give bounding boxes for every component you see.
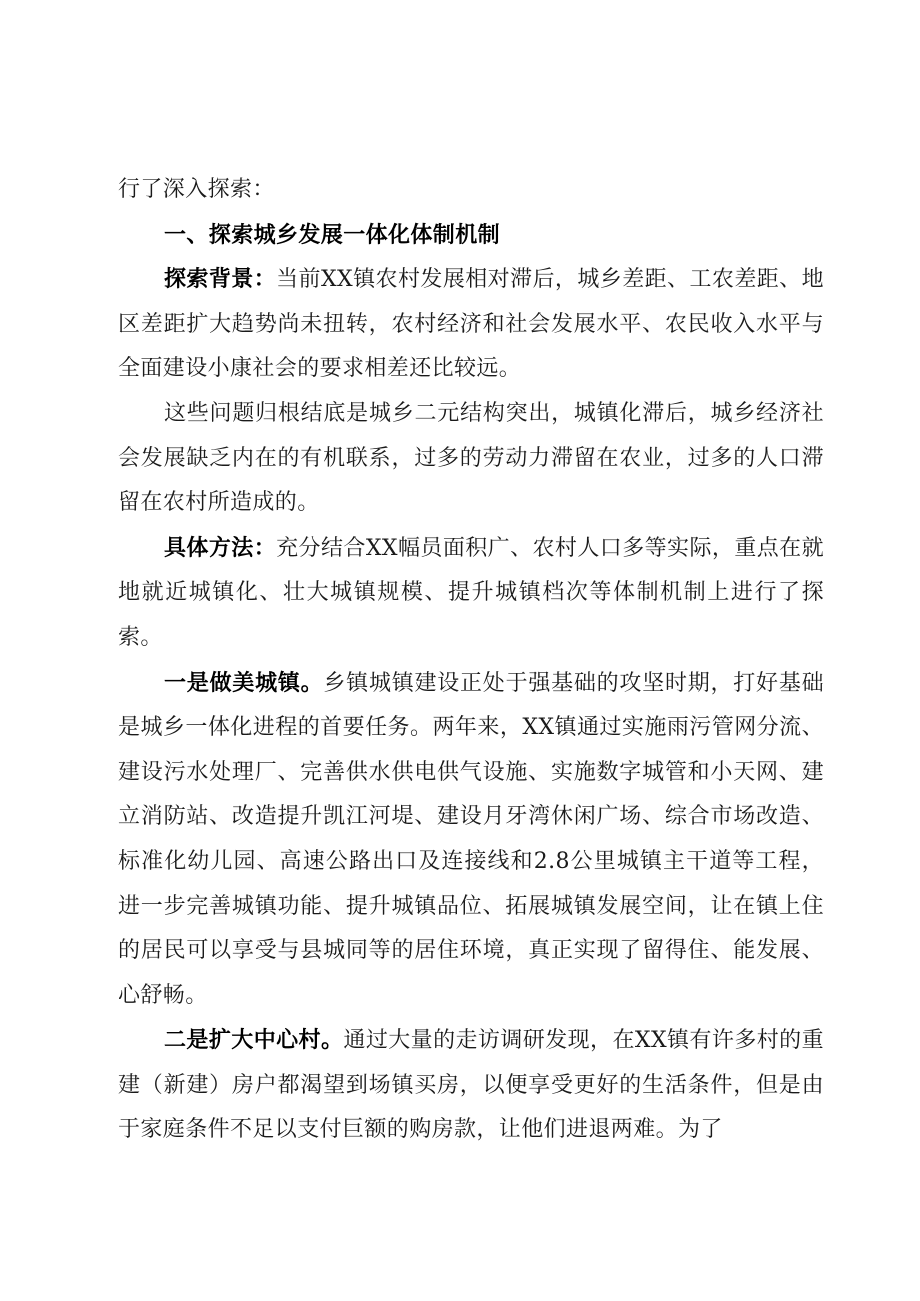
paragraph-method xyxy=(118,526,824,661)
paragraph-central-village xyxy=(118,1018,824,1153)
paragraph-label: 具体方法： xyxy=(164,534,277,561)
document-body xyxy=(118,168,824,1153)
paragraph-continuation: 行了深入探索： xyxy=(118,177,275,202)
paragraph-text: 充分结合XX幅员面积广、农村人口多等实际，重点在就地就近城镇化、壮大城镇规模、提升城镇档次等体制机制上进行了探索。 xyxy=(118,535,824,650)
paragraph-text: 乡镇城镇建设正处于强基础的攻坚时期，打好基础是城乡一体化进程的首要任务。两年来，XX镇通过实施雨污管网分流、建设污水处理厂、完善供水供电供气设施、实施数字城管和小天网、建立消防站、改造提升凯江河堤、建设月牙湾休闲广场、综合市场改造、标准化幼儿园、高速公路出口及连接线和2.8公里城镇主干道等工程，进一步完善城镇功能、提升城镇品位、拓展城镇发展空间，让在镇上住的居民可以享受与县城同等的居住环境，真正实现了留得住、能发展、心舒畅。 xyxy=(118,670,824,1008)
paragraph-text: 当前XX镇农村发展相对滞后，城乡差距、工农差距、地区差距扩大趋势尚未扭转，农村经济和社会发展水平、农民收入水平与全面建设小康社会的要求相差还比较远。 xyxy=(118,267,824,382)
paragraph-label: 探索背景： xyxy=(164,266,277,293)
paragraph-town-beautify xyxy=(118,661,824,1019)
paragraph-text: 通过大量的走访调研发现，在XX镇有许多村的重建（新建）房户都渴望到场镇买房，以便享受更好的生活条件，但是由于家庭条件不足以支付巨额的购房款，让他们进退两难。为了 xyxy=(118,1028,824,1143)
section-heading: 一、探索城乡发展一体化体制机制 xyxy=(164,221,501,248)
paragraph-label: 二是扩大中心村。 xyxy=(164,1027,344,1054)
paragraph-label: 一是做美城镇。 xyxy=(164,669,324,696)
paragraph-root-cause: 这些问题归根结底是城乡二元结构突出，城镇化滞后，城乡经济社会发展缺乏内在的有机联系，过多的劳动力滞留在农业，过多的人口滞留在农村所造成的。 xyxy=(118,400,824,516)
paragraph-background xyxy=(118,257,824,392)
